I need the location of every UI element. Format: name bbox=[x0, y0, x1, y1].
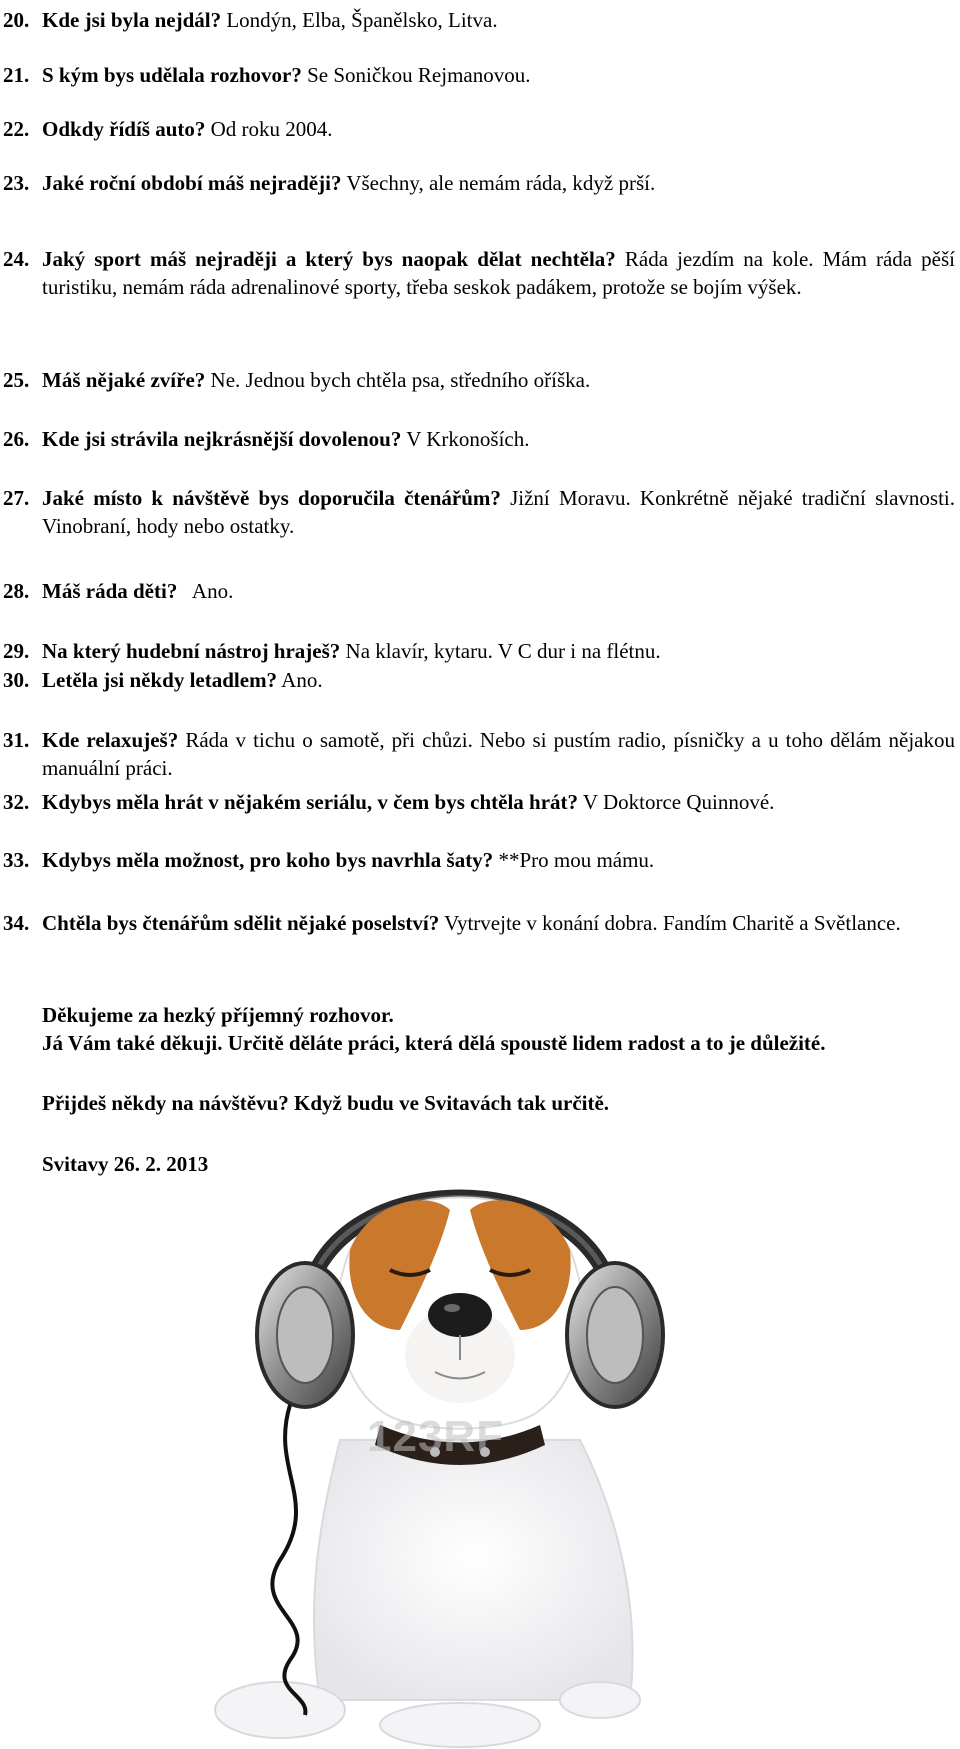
question: Jaký sport máš nejraději a který bys naopak dělat nechtěla? bbox=[42, 247, 616, 271]
answer: Ne. Jednou bych chtěla psa, středního oříška. bbox=[210, 368, 591, 392]
answer: Na klavír, kytaru. V C dur i na flétnu. bbox=[345, 639, 661, 663]
item-number: 34. bbox=[3, 911, 30, 935]
item-number: 24. bbox=[3, 247, 30, 271]
question: S kým bys udělala rozhovor? bbox=[42, 63, 302, 87]
item-number: 32. bbox=[3, 790, 30, 814]
item-number: 23. bbox=[3, 171, 30, 195]
answer: V Doktorce Quinnové. bbox=[582, 790, 775, 814]
item-number: 28. bbox=[3, 579, 30, 603]
question: Chtěla bys čtenářům sdělit nějaké poselství? bbox=[42, 911, 440, 935]
item-number: 21. bbox=[3, 63, 30, 87]
closing-reply: Já Vám také děkuji. Určitě děláte práci, která dělá spoustě lidem radost a to je důležité. bbox=[42, 1031, 826, 1055]
answer: Všechny, ale nemám ráda, když prší. bbox=[346, 171, 656, 195]
item-number: 25. bbox=[3, 368, 30, 392]
question: Kde jsi strávila nejkrásnější dovolenou? bbox=[42, 427, 402, 451]
question: Letěla jsi někdy letadlem? bbox=[42, 668, 278, 692]
question: Kdybys měla hrát v nějakém seriálu, v čem bys chtěla hrát? bbox=[42, 790, 579, 814]
item-number: 33. bbox=[3, 848, 30, 872]
question: Kde relaxuješ? bbox=[42, 728, 179, 752]
answer: Vytrvejte v konání dobra. Fandím Charitě a Světlance. bbox=[444, 911, 901, 935]
answer: Ráda v tichu o samotě, při chůzi. Nebo si pustím radio, písničky a u toho dělám nějakou manuální práci. bbox=[42, 728, 955, 780]
answer: Jižní Moravu. Konkrétně nějaké tradiční slavnosti. Vinobraní, hody nebo ostatky. bbox=[42, 486, 955, 538]
place-date: Svitavy 26. 2. 2013 bbox=[42, 1152, 209, 1176]
question: Jaké roční období máš nejraději? bbox=[42, 171, 342, 195]
question: Jaké místo k návštěvě bys doporučila čtenářům? bbox=[42, 486, 501, 510]
item-number: 31. bbox=[3, 728, 30, 752]
answer: Ano. bbox=[191, 579, 234, 603]
question: Máš nějaké zvíře? bbox=[42, 368, 206, 392]
image-watermark: 123RF bbox=[367, 1412, 505, 1461]
answer: Ano. bbox=[281, 668, 323, 692]
question: Kdybys měla možnost, pro koho bys navrhla šaty? bbox=[42, 848, 494, 872]
answer: Od roku 2004. bbox=[210, 117, 333, 141]
item-number: 22. bbox=[3, 117, 30, 141]
answer: Ráda jezdím na kole. Mám ráda pěší turistiku, nemám ráda adrenalinové sporty, třeba seskok padákem, protože se bojím výšek. bbox=[42, 247, 956, 299]
item-number: 26. bbox=[3, 427, 30, 451]
answer: V Krkonoších. bbox=[406, 427, 530, 451]
item-number: 27. bbox=[3, 486, 30, 510]
item-number: 29. bbox=[3, 639, 30, 663]
item-number: 30. bbox=[3, 668, 30, 692]
answer: Londýn, Elba, Španělsko, Litva. bbox=[226, 8, 498, 32]
closing-thanks: Děkujeme za hezký příjemný rozhovor. bbox=[42, 1003, 394, 1027]
closing-question: Přijdeš někdy na návštěvu? Když budu ve Svitavách tak určitě. bbox=[42, 1091, 610, 1115]
answer: **Pro mou mámu. bbox=[498, 848, 655, 872]
question: Na který hudební nástroj hraješ? bbox=[42, 639, 341, 663]
answer: Se Soničkou Rejmanovou. bbox=[307, 63, 531, 87]
question: Máš ráda děti? bbox=[42, 579, 178, 603]
question: Odkdy řídíš auto? bbox=[42, 117, 206, 141]
item-number: 20. bbox=[3, 8, 30, 32]
question: Kde jsi byla nejdál? bbox=[42, 8, 222, 32]
